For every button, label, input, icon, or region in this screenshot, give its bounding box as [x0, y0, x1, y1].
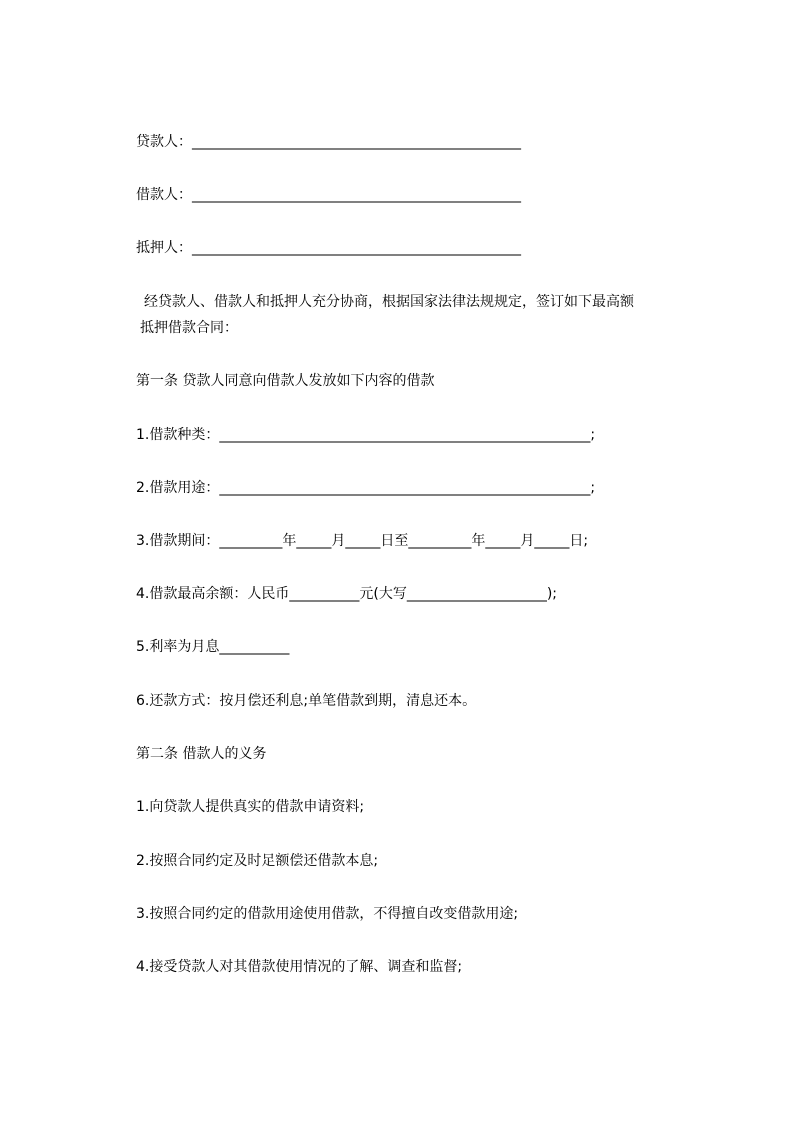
article-2-item-3: 3.按照合同约定的借款用途使用借款，不得擅自改变借款用途;: [136, 906, 519, 922]
borrower-field: 借款人：_______________________________________________: [136, 187, 521, 203]
article-1-item-6: 6.还款方式：按月偿还利息;单笔借款到期，清息还本。: [136, 693, 477, 709]
article-1-item-2: 2.借款用途：_____________________________________________________;: [136, 480, 596, 496]
mortgagor-field: 抵押人：_______________________________________________: [136, 240, 521, 256]
article-2-item-2: 2.按照合同约定及时足额偿还借款本息;: [136, 853, 379, 869]
lender-field: 贷款人：_______________________________________________: [136, 134, 521, 150]
intro-line-1: 经贷款人、借款人和抵押人充分协商，根据国家法律法规规定，签订如下最高额: [144, 294, 634, 310]
article-1-title: 第一条 贷款人同意向借款人发放如下内容的借款: [136, 373, 435, 389]
intro-line-2: 抵押借款合同：: [140, 320, 238, 336]
article-1-item-4: 4.借款最高余额：人民币__________元(大写____________________);: [136, 586, 557, 602]
article-1-item-5: 5.利率为月息__________: [136, 639, 290, 655]
article-1-item-3: 3.借款期间：_________年_____月_____日至_________年_____月_____日;: [136, 533, 589, 549]
intro-paragraph: [136, 289, 696, 341]
article-2-item-1: 1.向贷款人提供真实的借款申请资料;: [136, 799, 365, 815]
article-2-title: 第二条 借款人的义务: [136, 746, 267, 762]
article-2-item-4: 4.接受贷款人对其借款使用情况的了解、调查和监督;: [136, 959, 463, 975]
article-1-item-1: 1.借款种类：_____________________________________________________;: [136, 427, 596, 443]
